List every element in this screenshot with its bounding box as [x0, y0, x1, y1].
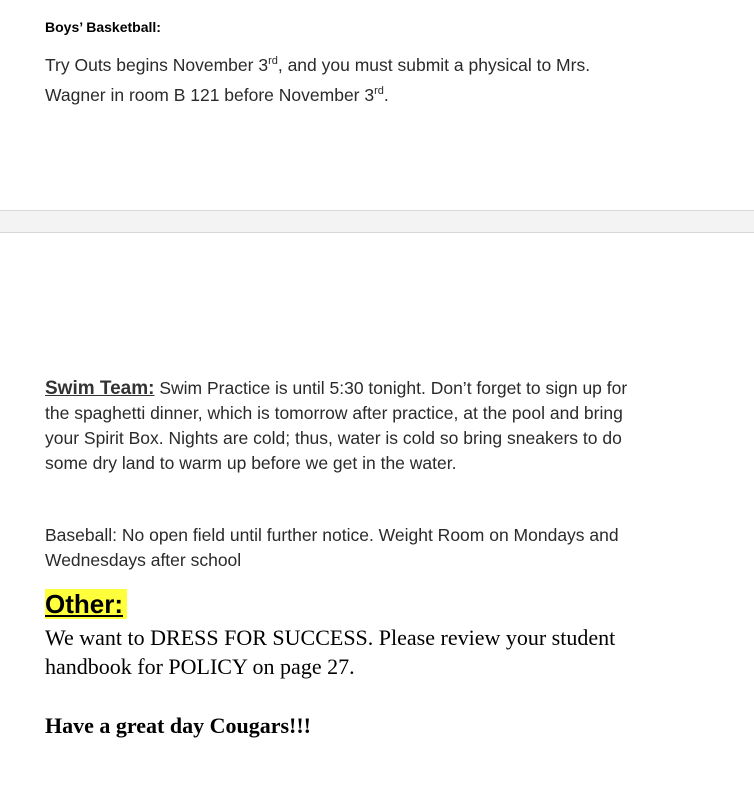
- other-line-2: handbook for POLICY on page 27.: [45, 654, 355, 679]
- superscript: rd: [268, 55, 278, 67]
- other-heading-highlight: Other:: [45, 589, 127, 619]
- text: Try Outs begins November 3: [45, 55, 269, 75]
- baseball-line-1: Baseball: No open field until further notice. Weight Room on Mondays and: [45, 525, 619, 545]
- page-break: [0, 210, 754, 233]
- basketball-heading: Boys’ Basketball:: [45, 19, 161, 35]
- other-line-1: We want to DRESS FOR SUCCESS. Please review your student: [45, 625, 616, 650]
- baseball-line-2: Wednesdays after school: [45, 550, 242, 570]
- text: Wagner in room B 121 before November 3: [45, 85, 375, 105]
- basketball-line-2: [45, 84, 389, 106]
- swim-heading: Swim Team:: [45, 378, 155, 399]
- text: Swim Practice is until 5:30 tonight. Don’t forget to sign up for: [154, 378, 628, 398]
- basketball-line-1: [45, 54, 590, 76]
- swim-line-2: the spaghetti dinner, which is tomorrow after practice, at the pool and bring: [45, 403, 623, 423]
- swim-line-1: [45, 377, 627, 400]
- superscript: rd: [374, 85, 384, 97]
- swim-line-4: some dry land to warm up before we get in the water.: [45, 453, 457, 473]
- swim-line-3: your Spirit Box. Nights are cold; thus, water is cold so bring sneakers to do: [45, 428, 622, 448]
- other-heading: [45, 586, 127, 625]
- text: , and you must submit a physical to Mrs.: [277, 55, 591, 75]
- closing-line: Have a great day Cougars!!!: [45, 713, 311, 738]
- text: .: [383, 85, 389, 105]
